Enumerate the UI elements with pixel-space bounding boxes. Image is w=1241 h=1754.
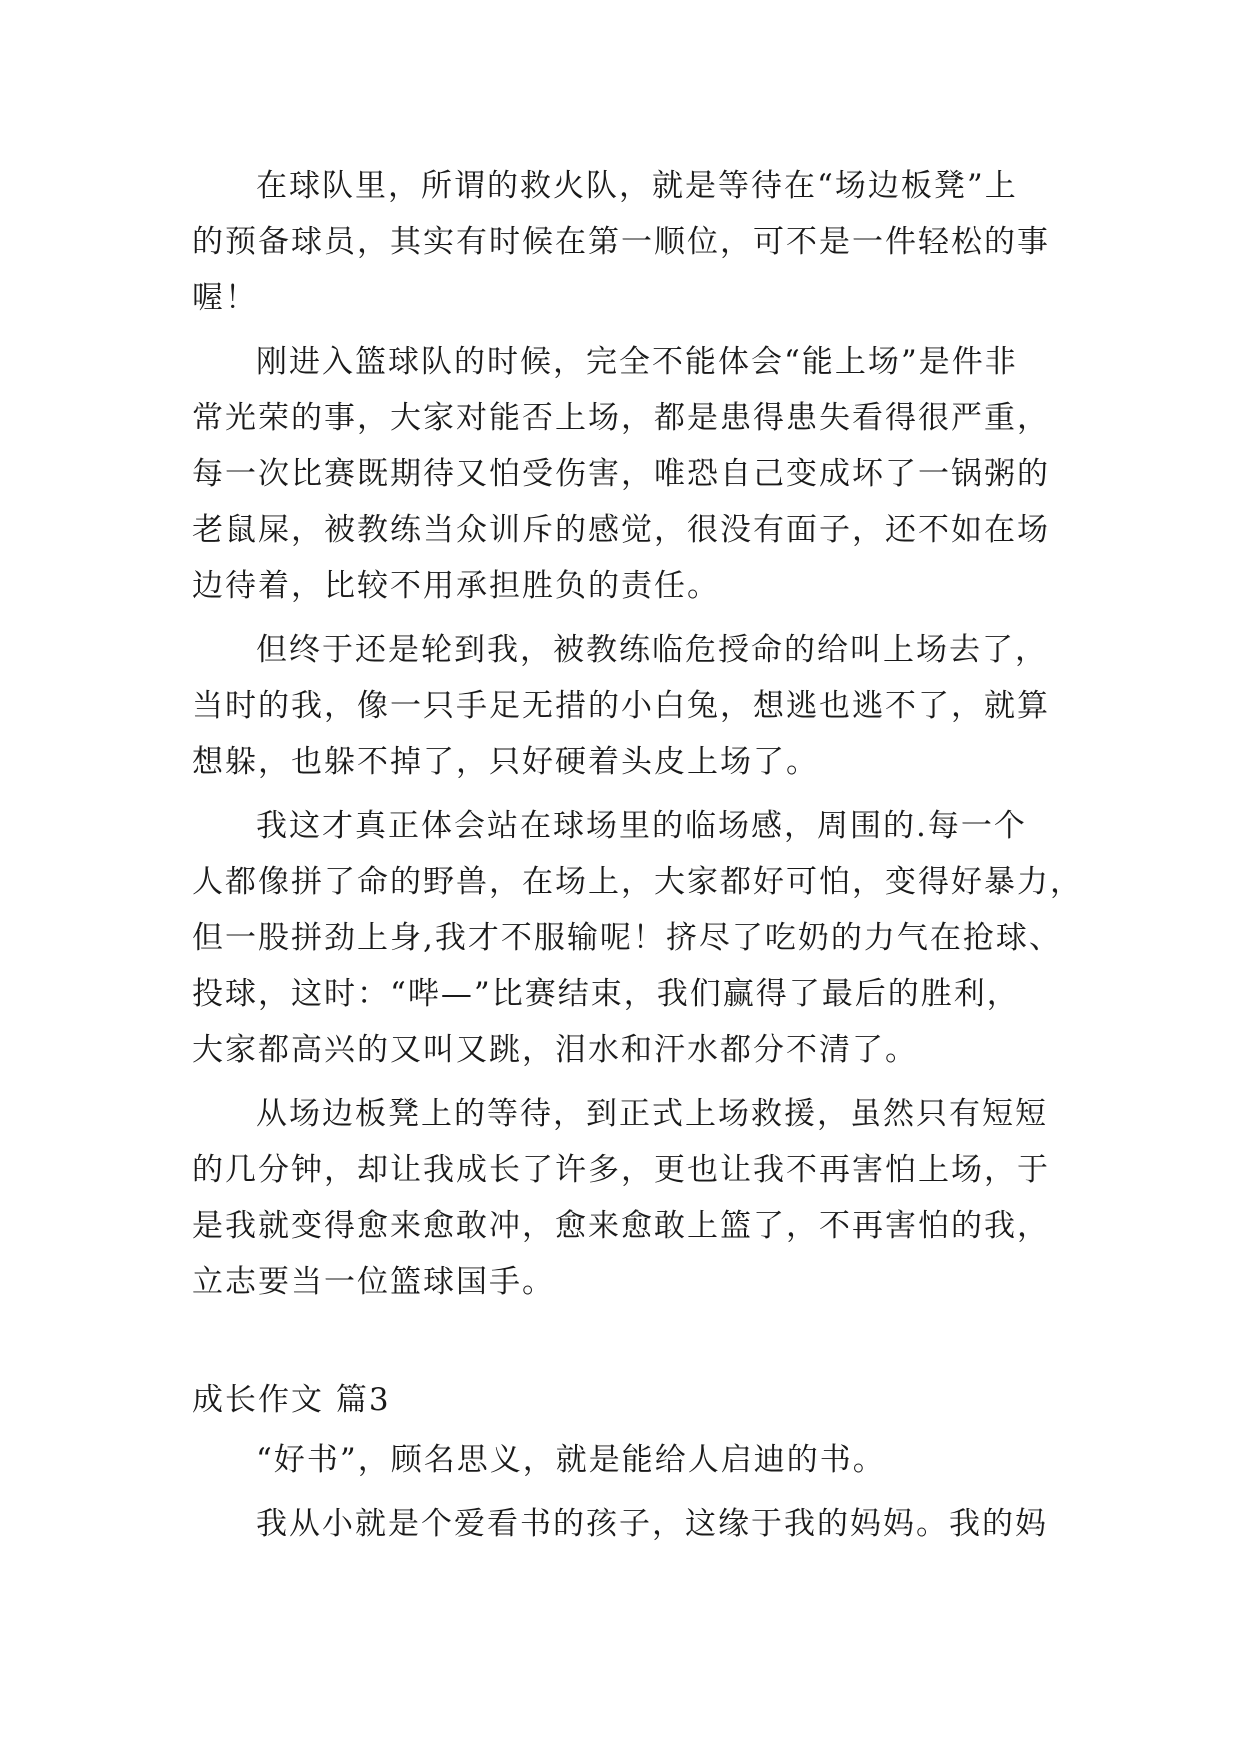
paragraph-4-line-3: 但一股拼劲上身,我才不服输呢！挤尽了吃奶的力气在抢球、 — [192, 920, 1062, 956]
paragraph-1-line-1: 在球队里，所谓的救火队，就是等待在“场边板凳”上 — [256, 168, 1018, 204]
section-heading: 成长作文 篇3 — [192, 1382, 391, 1418]
paragraph-5-line-2: 的几分钟，却让我成长了许多，更也让我不再害怕上场，于 — [192, 1152, 1050, 1188]
paragraph-5-line-4: 立志要当一位篮球国手。 — [192, 1264, 555, 1300]
paragraph-2-line-2: 常光荣的事，大家对能否上场，都是患得患失看得很严重， — [192, 400, 1050, 436]
paragraph-4-line-5: 大家都高兴的又叫又跳，泪水和汗水都分不清了。 — [192, 1032, 918, 1068]
paragraph-4-line-1: 我这才真正体会站在球场里的临场感，周围的.每一个 — [256, 808, 1027, 844]
paragraph-7-line-1: 我从小就是个爱看书的孩子，这缘于我的妈妈。我的妈 — [256, 1506, 1048, 1542]
paragraph-2-line-3: 每一次比赛既期待又怕受伤害，唯恐自己变成坏了一锅粥的 — [192, 456, 1050, 492]
paragraph-5-line-3: 是我就变得愈来愈敢冲，愈来愈敢上篮了，不再害怕的我， — [192, 1208, 1050, 1244]
paragraph-2-line-1: 刚进入篮球队的时候，完全不能体会“能上场”是件非 — [256, 344, 1018, 380]
paragraph-3-line-3: 想躲，也躲不掉了，只好硬着头皮上场了。 — [192, 744, 819, 780]
paragraph-2-line-5: 边待着，比较不用承担胜负的责任。 — [192, 568, 720, 604]
paragraph-6-line-1: “好书”，顾名思义，就是能给人启迪的书。 — [256, 1442, 886, 1478]
paragraph-1-line-3: 喔！ — [192, 280, 258, 316]
paragraph-3-line-1: 但终于还是轮到我，被教练临危授命的给叫上场去了， — [256, 632, 1048, 668]
paragraph-1-line-2: 的预备球员，其实有时候在第一顺位，可不是一件轻松的事 — [192, 224, 1050, 260]
paragraph-5-line-1: 从场边板凳上的等待，到正式上场救援，虽然只有短短 — [256, 1096, 1048, 1132]
paragraph-4-line-2: 人都像拼了命的野兽，在场上，大家都好可怕，变得好暴力， — [192, 864, 1083, 900]
paragraph-4-line-4: 投球，这时：“哔—”比赛结束，我们赢得了最后的胜利， — [192, 976, 1020, 1012]
paragraph-3-line-2: 当时的我，像一只手足无措的小白兔，想逃也逃不了，就算 — [192, 688, 1050, 724]
paragraph-2-line-4: 老鼠屎，被教练当众训斥的感觉，很没有面子，还不如在场 — [192, 512, 1050, 548]
